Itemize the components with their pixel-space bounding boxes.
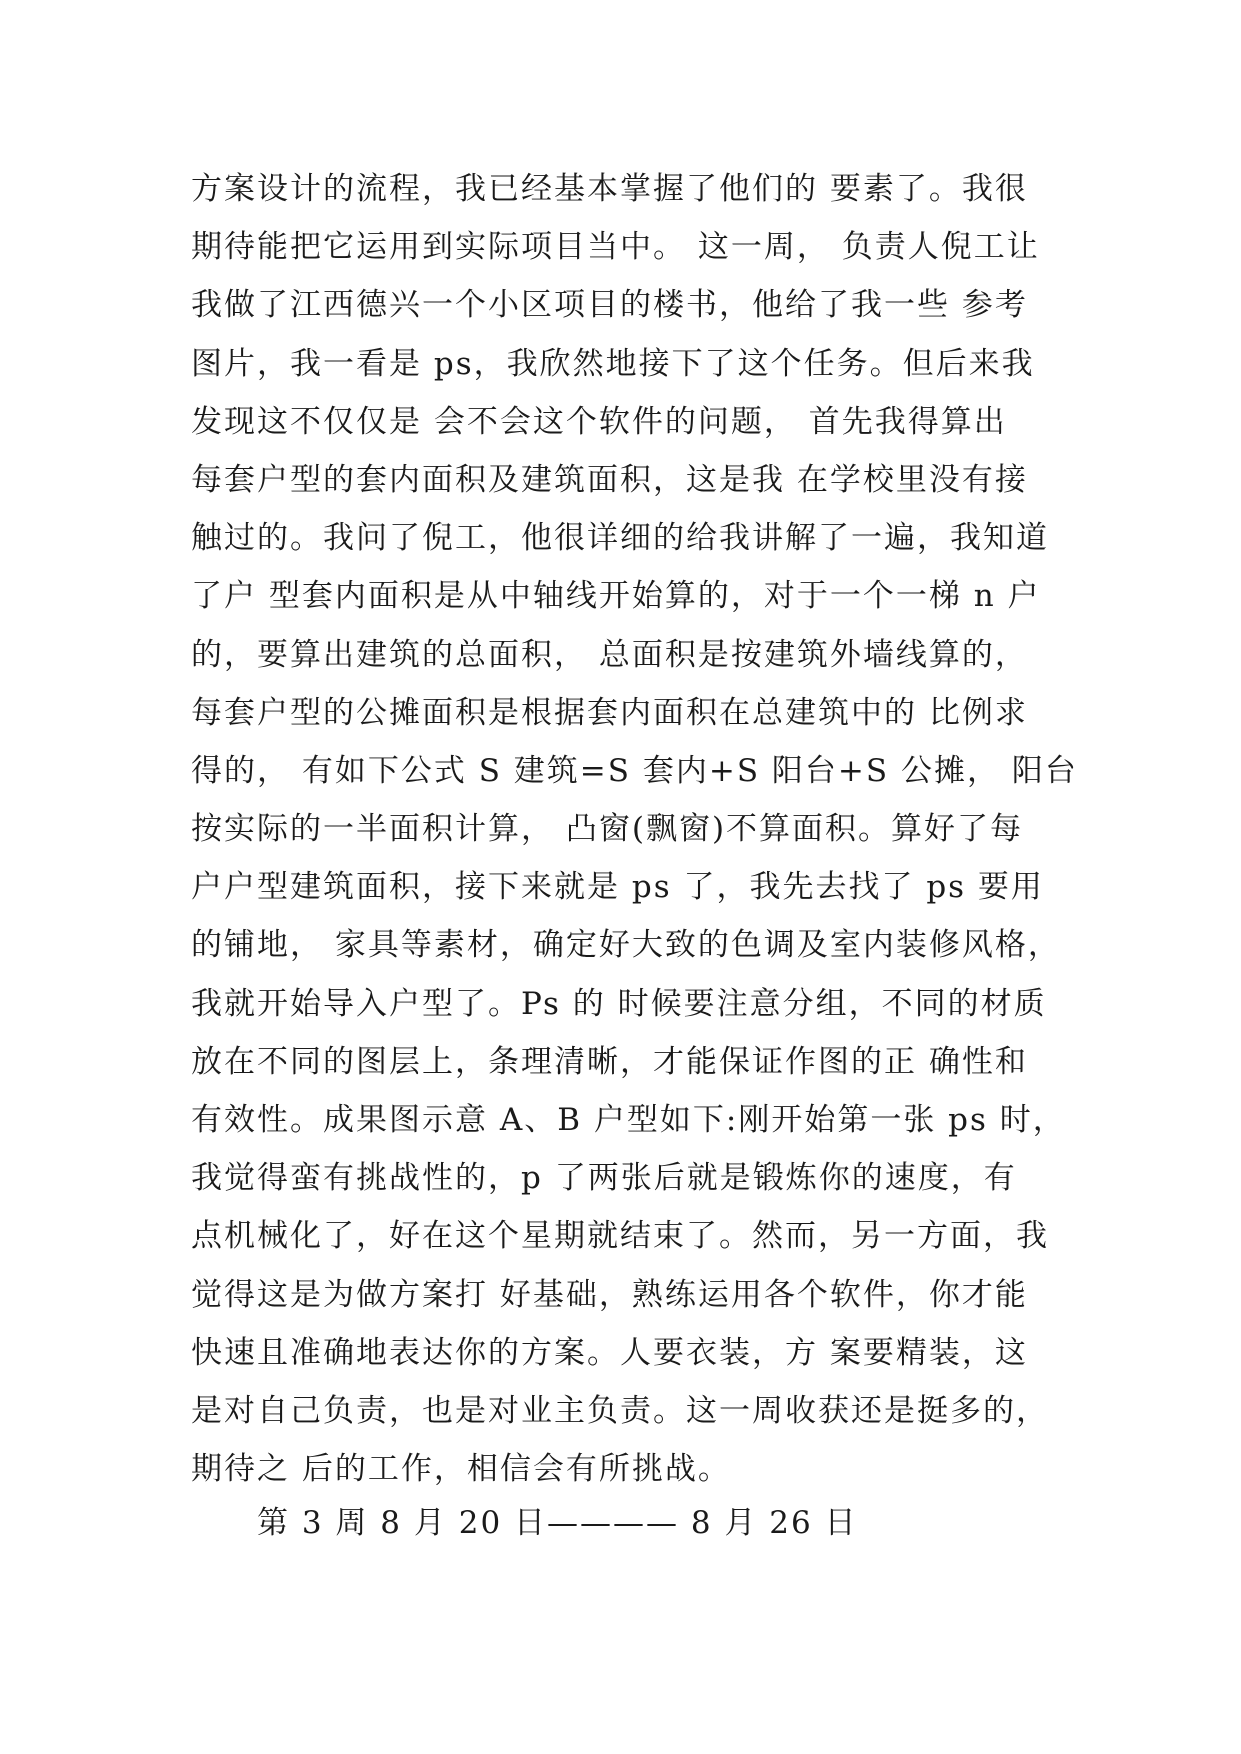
- text-line: 期待之 后的工作，相信会有所挑战。: [191, 1451, 731, 1488]
- text-line: 期待能把它运用到实际项目当中。 这一周， 负责人倪工让: [191, 229, 1040, 266]
- text-line: 发现这不仅仅是 会不会这个软件的问题， 首先我得算出: [191, 403, 1007, 440]
- body-paragraph: [191, 160, 1078, 1498]
- text-line: 点机械化了，好在这个星期就结束了。然而，另一方面，我: [191, 1218, 1049, 1255]
- text-line: 触过的。我问了倪工，他很详细的给我讲解了一遍，我知道: [191, 520, 1049, 557]
- text-line: 有效性。成果图示意 A、B 户型如下:刚开始第一张 ps 时，: [191, 1102, 1066, 1138]
- text-line: 我就开始导入户型了。Ps 的 时候要注意分组，不同的材质: [191, 985, 1047, 1022]
- text-line: 我做了江西德兴一个小区项目的楼书，他给了我一些 参考: [191, 287, 1028, 324]
- text-line: 是对自己负责，也是对业主负责。这一周收获还是挺多的，: [191, 1392, 1049, 1429]
- text-line: 得的， 有如下公式 S 建筑=S 套内+S 阳台+S 公摊， 阳台: [191, 752, 1078, 789]
- text-line: 方案设计的流程，我已经基本掌握了他们的 要素了。我很: [191, 171, 1028, 207]
- text-line: 觉得这是为做方案打 好基础，熟练运用各个软件，你才能: [191, 1276, 1028, 1313]
- text-line: 每套户型的公摊面积是根据套内面积在总建筑中的 比例求: [191, 694, 1028, 731]
- text-line: 户户型建筑面积，接下来就是 ps 了，我先去找了 ps 要用: [191, 869, 1044, 906]
- text-line: 按实际的一半面积计算， 凸窗(飘窗)不算面积。算好了每: [191, 811, 1024, 848]
- text-line: 我觉得蛮有挑战性的，p 了两张后就是锻炼你的速度，有: [191, 1160, 1017, 1197]
- text-line: 的铺地， 家具等素材，确定好大致的色调及室内装修风格，: [191, 927, 1061, 964]
- text-line: 了户 型套内面积是从中轴线开始算的，对于一个一梯 n 户: [191, 578, 1041, 615]
- week-heading: 第 3 周 8 月 20 日———— 8 月 26 日: [257, 1505, 858, 1541]
- text-line: 放在不同的图层上，条理清晰，才能保证作图的正 确性和: [191, 1043, 1028, 1080]
- text-line: 图片，我一看是 ps，我欣然地接下了这个任务。但后来我: [191, 345, 1035, 382]
- text-line: 每套户型的套内面积及建筑面积，这是我 在学校里没有接: [191, 461, 1028, 498]
- text-line: 快速且准确地表达你的方案。人要衣装，方 案要精装，这: [191, 1334, 1028, 1371]
- text-line: 的，要算出建筑的总面积， 总面积是按建筑外墙线算的，: [191, 636, 1028, 673]
